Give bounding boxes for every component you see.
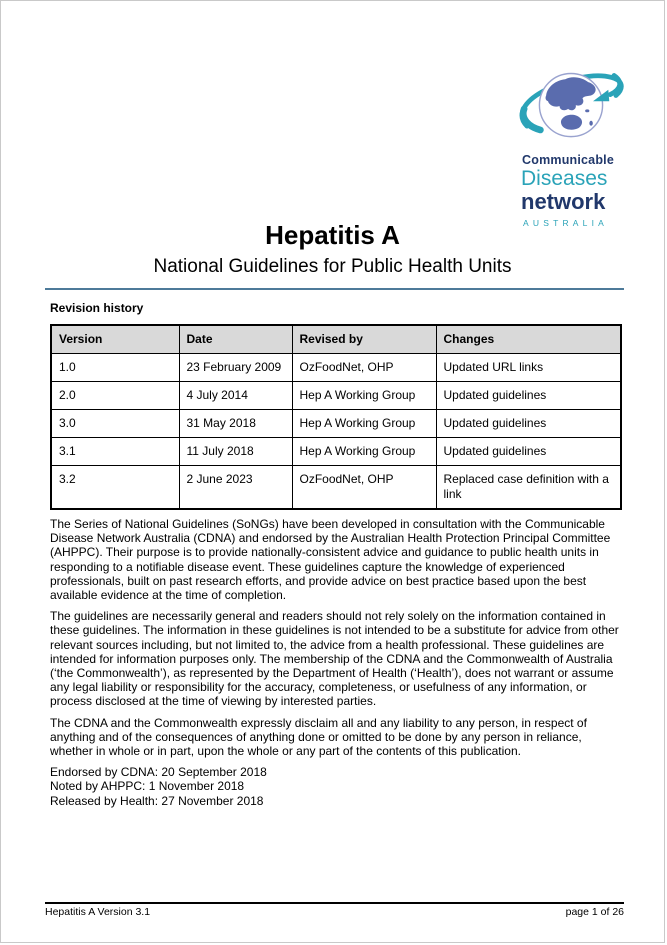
cell-version: 2.0 bbox=[51, 382, 179, 410]
released-by-line: Released by Health: 27 November 2018 bbox=[50, 793, 264, 808]
cell-date: 11 July 2018 bbox=[179, 438, 292, 466]
table-row bbox=[51, 438, 621, 466]
cell-date: 4 July 2014 bbox=[179, 382, 292, 410]
table-header-row bbox=[51, 325, 621, 354]
revision-history-table bbox=[50, 324, 622, 510]
column-header-changes: Changes bbox=[436, 325, 621, 354]
endorsed-by-line: Endorsed by CDNA: 20 September 2018 bbox=[50, 765, 267, 780]
page-subtitle: National Guidelines for Public Health Units bbox=[153, 256, 512, 277]
cdna-logo bbox=[515, 63, 631, 228]
landmass-island bbox=[589, 121, 592, 126]
table-row bbox=[51, 354, 621, 382]
cell-version: 3.1 bbox=[51, 438, 179, 466]
cell-version: 3.2 bbox=[51, 466, 179, 510]
table-row bbox=[51, 466, 621, 510]
paragraph-songs-intro: The Series of National Guidelines (SoNGs) have been developed in consultation with the Communicable Disease Network Australia (CDNA) and endorsed by the Australian Health Protection Principal Committee (AHPPC). Their purpose is to provide nationally-consistent advice and guidance to public health units in responding to a notifiable disease event. These guidelines capture the knowledge of experienced professionals, built on past research efforts, and provide advice on best practice based upon the best available evidence at the time of completion. bbox=[50, 517, 611, 603]
cell-version: 1.0 bbox=[51, 354, 179, 382]
globe-orbit-icon bbox=[515, 63, 627, 151]
logo-text-network: network bbox=[521, 189, 606, 214]
endorsement-block bbox=[50, 765, 664, 808]
logo-text-communicable: Communicable bbox=[522, 153, 614, 167]
cell-changes: Updated guidelines bbox=[436, 438, 621, 466]
paragraph-disclaimer-general: The guidelines are necessarily general and readers should not rely solely on the information contained in these guidelines. The information in these guidelines is not intended to be a substitute for advice from other relevant sources including, but not limited to, the advice from a health professional. These guidelines are intended for information purposes only. The membership of the CDNA and the Commonwealth of Australia (‘the Commonwealth’), as represented by the Department of Health (‘Health’), does not warrant or assume any legal liability or responsibility for the accuracy, completeness, or usefulness of any information, or process disclosed at the time of viewing by interested parties. bbox=[50, 609, 619, 709]
cell-changes: Updated guidelines bbox=[436, 410, 621, 438]
footer-page-number: page 1 of 26 bbox=[565, 906, 624, 918]
cell-date: 31 May 2018 bbox=[179, 410, 292, 438]
noted-by-line: Noted by AHPPC: 1 November 2018 bbox=[50, 779, 245, 794]
column-header-date: Date bbox=[179, 325, 292, 354]
cell-changes: Updated guidelines bbox=[436, 382, 621, 410]
revision-history-heading: Revision history bbox=[50, 301, 144, 315]
column-header-revised-by: Revised by bbox=[292, 325, 436, 354]
cell-revised-by: OzFoodNet, OHP bbox=[292, 466, 436, 510]
cell-changes: Updated URL links bbox=[436, 354, 621, 382]
page-footer bbox=[45, 902, 624, 919]
cell-changes: Replaced case definition with a link bbox=[436, 466, 621, 510]
logo-text-australia: AUSTRALIA bbox=[523, 218, 609, 228]
cell-date: 2 June 2023 bbox=[179, 466, 292, 510]
table-row bbox=[51, 382, 621, 410]
cell-revised-by: Hep A Working Group bbox=[292, 410, 436, 438]
cell-revised-by: Hep A Working Group bbox=[292, 438, 436, 466]
column-header-version: Version bbox=[51, 325, 179, 354]
table-row bbox=[51, 410, 621, 438]
paragraph-disclaimer-liability: The CDNA and the Commonwealth expressly disclaim all and any liability to any person, in respect of anything and of the consequences of anything done or omitted to be done by any person in reliance, whether in whole or in part, upon the whole or any part of the contents of this publication. bbox=[50, 715, 587, 759]
cell-revised-by: Hep A Working Group bbox=[292, 382, 436, 410]
landmass-australia bbox=[561, 115, 582, 130]
cell-version: 3.0 bbox=[51, 410, 179, 438]
logo-text-diseases: Diseases bbox=[521, 167, 608, 190]
header-divider bbox=[45, 288, 624, 290]
page-title: Hepatitis A bbox=[265, 220, 400, 250]
landmass-island bbox=[585, 109, 589, 112]
cell-revised-by: OzFoodNet, OHP bbox=[292, 354, 436, 382]
globe-icon bbox=[539, 74, 602, 137]
cell-date: 23 February 2009 bbox=[179, 354, 292, 382]
footer-document-version: Hepatitis A Version 3.1 bbox=[45, 906, 151, 918]
